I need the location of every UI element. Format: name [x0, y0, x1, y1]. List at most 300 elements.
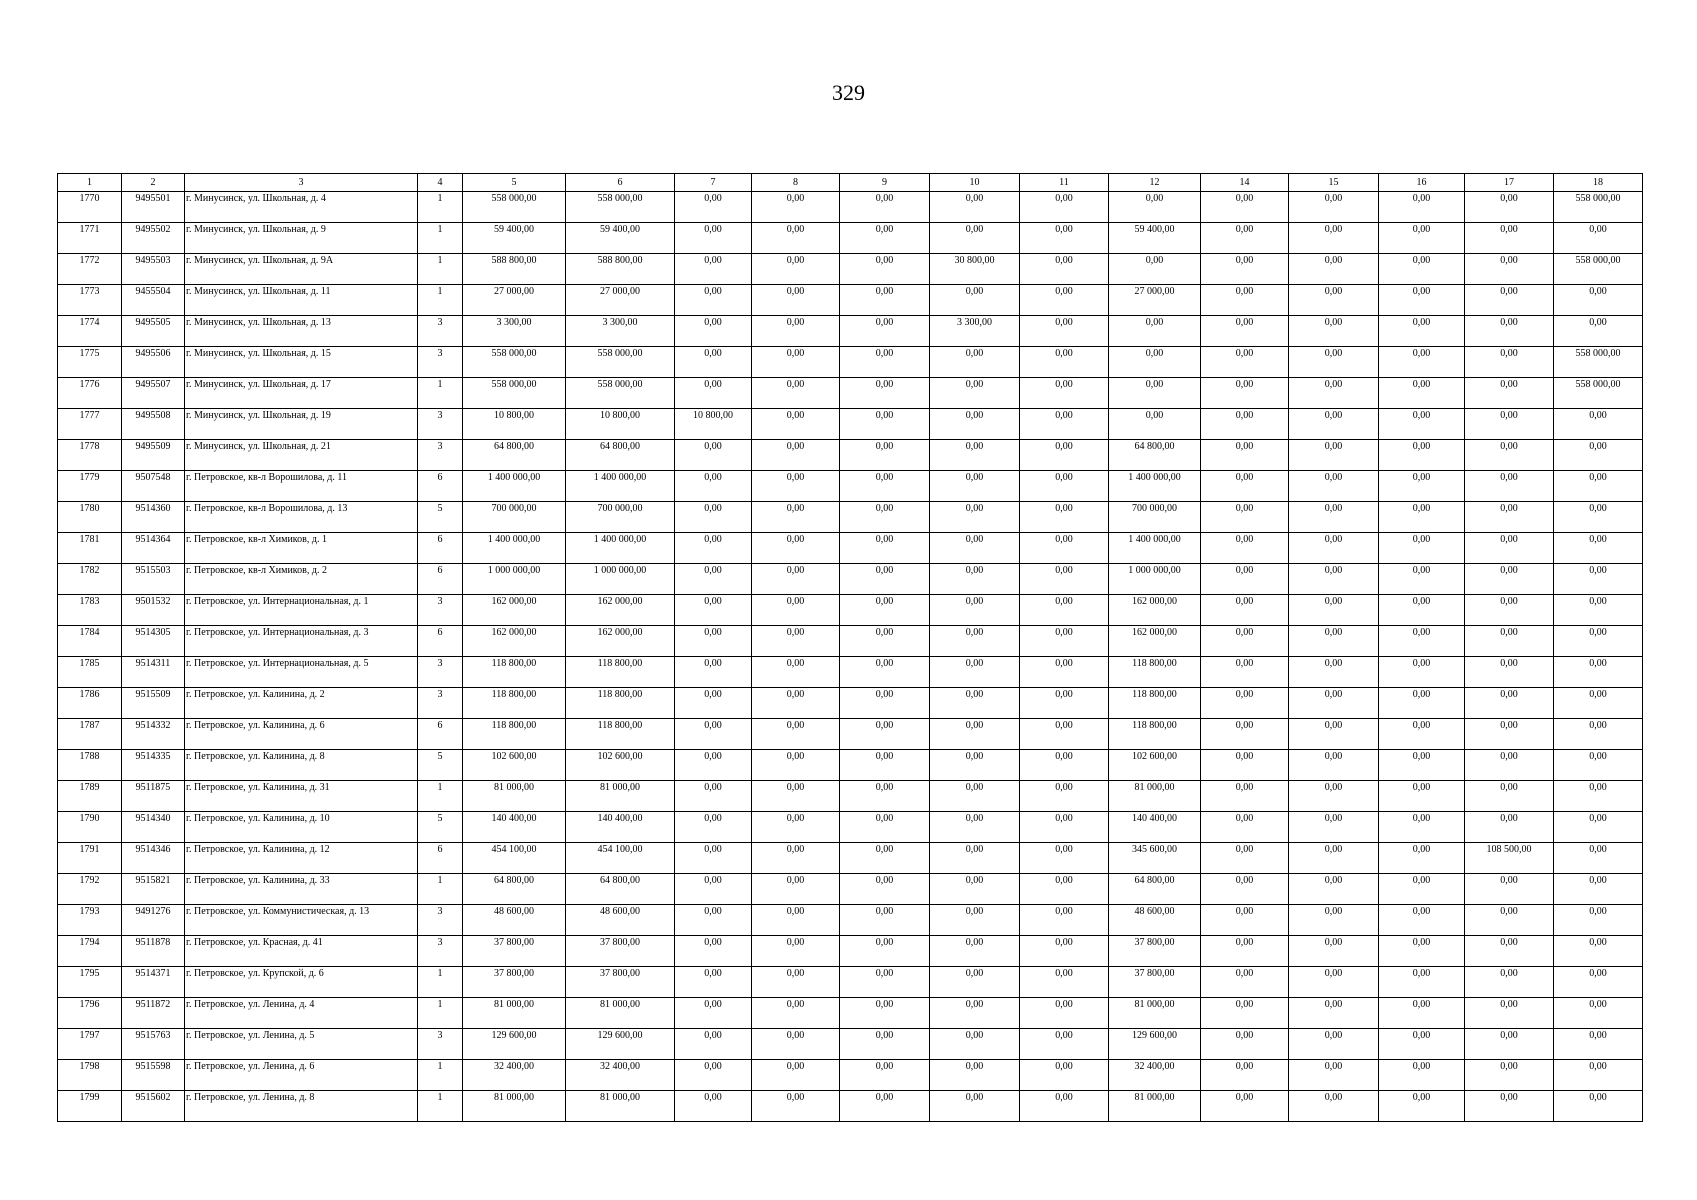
table-cell: 0,00	[1554, 564, 1643, 595]
table-cell: 1789	[58, 781, 122, 812]
table-cell: 6	[418, 564, 463, 595]
table-cell: 0,00	[1020, 285, 1109, 316]
address-cell: г. Петровское, кв-л Ворошилова, д. 11	[185, 471, 418, 502]
table-row	[58, 502, 1643, 533]
table-cell: 0,00	[1289, 843, 1379, 874]
table-cell: 558 000,00	[1554, 378, 1643, 409]
table-cell: 37 800,00	[1109, 936, 1201, 967]
table-cell: 37 800,00	[566, 936, 675, 967]
table-cell: 0,00	[752, 285, 840, 316]
table-cell: 118 800,00	[566, 719, 675, 750]
table-cell: 0,00	[1289, 471, 1379, 502]
table-cell: 0,00	[675, 967, 752, 998]
table-cell: 0,00	[840, 626, 930, 657]
table-cell: 0,00	[752, 471, 840, 502]
table-cell: 1793	[58, 905, 122, 936]
table-cell: 0,00	[1020, 688, 1109, 719]
table-cell: 0,00	[1379, 223, 1465, 254]
table-cell: 9514332	[122, 719, 185, 750]
table-cell: 0,00	[930, 843, 1020, 874]
table-cell: 0,00	[840, 378, 930, 409]
table-cell: 0,00	[1379, 533, 1465, 564]
table-cell: 0,00	[930, 409, 1020, 440]
table-cell: 0,00	[675, 533, 752, 564]
table-cell: 0,00	[1201, 967, 1289, 998]
table-cell: 0,00	[1020, 192, 1109, 223]
table-cell: 0,00	[752, 223, 840, 254]
address-cell: г. Петровское, ул. Калинина, д. 2	[185, 688, 418, 719]
table-cell: 1 400 000,00	[566, 533, 675, 564]
table-cell: 0,00	[840, 595, 930, 626]
table-cell: 0,00	[1554, 1060, 1643, 1091]
table-cell: 0,00	[1020, 409, 1109, 440]
table-cell: 1775	[58, 347, 122, 378]
table-cell: 0,00	[930, 1091, 1020, 1122]
table-cell: 0,00	[930, 285, 1020, 316]
register-table	[57, 173, 1643, 1122]
table-cell: 9495503	[122, 254, 185, 285]
table-cell: 0,00	[1020, 936, 1109, 967]
table-cell: 0,00	[675, 719, 752, 750]
table-cell: 0,00	[1201, 533, 1289, 564]
table-cell: 9501532	[122, 595, 185, 626]
table-cell: 0,00	[1201, 440, 1289, 471]
table-cell: 3	[418, 440, 463, 471]
table-cell: 0,00	[930, 719, 1020, 750]
table-cell: 0,00	[1379, 688, 1465, 719]
table-cell: 9495509	[122, 440, 185, 471]
table-cell: 0,00	[1020, 1060, 1109, 1091]
table-cell: 37 800,00	[1109, 967, 1201, 998]
address-cell: г. Петровское, ул. Калинина, д. 8	[185, 750, 418, 781]
table-cell: 0,00	[1201, 192, 1289, 223]
table-cell: 0,00	[1465, 812, 1554, 843]
table-cell: 0,00	[752, 409, 840, 440]
table-cell: 0,00	[930, 440, 1020, 471]
table-cell: 0,00	[1554, 1029, 1643, 1060]
table-cell: 0,00	[1554, 285, 1643, 316]
table-cell: 0,00	[752, 936, 840, 967]
table-cell: 10 800,00	[566, 409, 675, 440]
table-cell: 0,00	[752, 626, 840, 657]
table-cell: 0,00	[675, 998, 752, 1029]
table-cell: 0,00	[675, 285, 752, 316]
table-cell: 0,00	[1201, 285, 1289, 316]
table-cell: 0,00	[752, 254, 840, 285]
address-cell: г. Петровское, ул. Калинина, д. 31	[185, 781, 418, 812]
table-cell: 9514346	[122, 843, 185, 874]
table-cell: 0,00	[1201, 1029, 1289, 1060]
table-row	[58, 626, 1643, 657]
address-cell: г. Петровское, ул. Интернациональная, д. 1	[185, 595, 418, 626]
table-cell: 3 300,00	[566, 316, 675, 347]
table-cell: 0,00	[930, 595, 1020, 626]
column-header: 15	[1289, 174, 1379, 192]
table-cell: 0,00	[1201, 564, 1289, 595]
address-cell: г. Минусинск, ул. Школьная, д. 11	[185, 285, 418, 316]
address-cell: г. Минусинск, ул. Школьная, д. 19	[185, 409, 418, 440]
table-cell: 0,00	[1465, 967, 1554, 998]
table-row	[58, 285, 1643, 316]
table-cell: 27 000,00	[1109, 285, 1201, 316]
table-cell: 0,00	[1020, 223, 1109, 254]
table-cell: 48 600,00	[1109, 905, 1201, 936]
table-row	[58, 657, 1643, 688]
table-row	[58, 595, 1643, 626]
table-cell: 129 600,00	[1109, 1029, 1201, 1060]
table-row	[58, 192, 1643, 223]
address-cell: г. Минусинск, ул. Школьная, д. 17	[185, 378, 418, 409]
table-cell: 558 000,00	[566, 347, 675, 378]
table-cell: 0,00	[1554, 1091, 1643, 1122]
table-cell: 0,00	[1379, 409, 1465, 440]
table-cell: 64 800,00	[1109, 440, 1201, 471]
table-cell: 0,00	[1289, 254, 1379, 285]
table-row	[58, 347, 1643, 378]
table-cell: 0,00	[1554, 688, 1643, 719]
table-row	[58, 967, 1643, 998]
table-cell: 0,00	[840, 874, 930, 905]
table-cell: 9491276	[122, 905, 185, 936]
table-cell: 0,00	[752, 595, 840, 626]
address-cell: г. Минусинск, ул. Школьная, д. 15	[185, 347, 418, 378]
table-cell: 1791	[58, 843, 122, 874]
table-cell: 0,00	[1289, 967, 1379, 998]
table-cell: 0,00	[1554, 626, 1643, 657]
table-cell: 0,00	[1289, 440, 1379, 471]
table-row	[58, 750, 1643, 781]
table-cell: 0,00	[1379, 347, 1465, 378]
table-cell: 0,00	[1109, 192, 1201, 223]
table-cell: 0,00	[1289, 719, 1379, 750]
table-cell: 9495508	[122, 409, 185, 440]
table-row	[58, 316, 1643, 347]
address-cell: г. Петровское, ул. Ленина, д. 8	[185, 1091, 418, 1122]
table-cell: 32 400,00	[463, 1060, 566, 1091]
table-cell: 64 800,00	[463, 874, 566, 905]
table-cell: 0,00	[1379, 812, 1465, 843]
table-cell: 9515821	[122, 874, 185, 905]
table-cell: 0,00	[1289, 502, 1379, 533]
table-cell: 0,00	[675, 347, 752, 378]
table-cell: 27 000,00	[463, 285, 566, 316]
table-cell: 9514360	[122, 502, 185, 533]
table-cell: 0,00	[1379, 502, 1465, 533]
table-cell: 0,00	[1289, 533, 1379, 564]
table-cell: 1779	[58, 471, 122, 502]
table-header	[58, 174, 1643, 192]
table-cell: 0,00	[752, 1060, 840, 1091]
table-cell: 0,00	[930, 905, 1020, 936]
table-cell: 0,00	[1020, 254, 1109, 285]
table-cell: 81 000,00	[1109, 998, 1201, 1029]
table-cell: 0,00	[1465, 1091, 1554, 1122]
table-cell: 81 000,00	[1109, 1091, 1201, 1122]
table-cell: 0,00	[1554, 595, 1643, 626]
table-cell: 0,00	[1289, 626, 1379, 657]
table-cell: 0,00	[930, 471, 1020, 502]
column-header: 10	[930, 174, 1020, 192]
address-cell: г. Минусинск, ул. Школьная, д. 13	[185, 316, 418, 347]
table-cell: 3	[418, 688, 463, 719]
table-cell: 0,00	[752, 502, 840, 533]
table-row	[58, 223, 1643, 254]
table-cell: 0,00	[840, 254, 930, 285]
table-cell: 454 100,00	[463, 843, 566, 874]
table-cell: 0,00	[1554, 440, 1643, 471]
table-cell: 0,00	[1465, 998, 1554, 1029]
table-cell: 0,00	[840, 471, 930, 502]
table-cell: 0,00	[930, 223, 1020, 254]
table-cell: 118 800,00	[566, 657, 675, 688]
table-cell: 0,00	[1554, 812, 1643, 843]
table-cell: 0,00	[1201, 998, 1289, 1029]
table-cell: 64 800,00	[463, 440, 566, 471]
table-cell: 0,00	[930, 688, 1020, 719]
table-cell: 1794	[58, 936, 122, 967]
table-cell: 0,00	[1201, 254, 1289, 285]
table-cell: 0,00	[840, 502, 930, 533]
table-cell: 1 000 000,00	[463, 564, 566, 595]
table-cell: 0,00	[1289, 347, 1379, 378]
table-cell: 1771	[58, 223, 122, 254]
table-cell: 0,00	[1379, 874, 1465, 905]
table-cell: 0,00	[1201, 874, 1289, 905]
table-cell: 0,00	[1020, 843, 1109, 874]
table-cell: 0,00	[1020, 812, 1109, 843]
table-cell: 0,00	[1465, 626, 1554, 657]
table-cell: 118 800,00	[463, 719, 566, 750]
table-cell: 0,00	[930, 812, 1020, 843]
table-cell: 0,00	[1020, 1029, 1109, 1060]
table-cell: 0,00	[1465, 564, 1554, 595]
table-cell: 0,00	[930, 781, 1020, 812]
column-header: 16	[1379, 174, 1465, 192]
table-cell: 0,00	[840, 285, 930, 316]
table-cell: 0,00	[1289, 812, 1379, 843]
table-cell: 0,00	[1554, 843, 1643, 874]
table-cell: 0,00	[752, 719, 840, 750]
table-cell: 0,00	[1289, 781, 1379, 812]
table-cell: 0,00	[1201, 223, 1289, 254]
table-cell: 0,00	[752, 533, 840, 564]
table-cell: 48 600,00	[463, 905, 566, 936]
table-row	[58, 564, 1643, 595]
column-header: 9	[840, 174, 930, 192]
table-cell: 9515602	[122, 1091, 185, 1122]
table-cell: 0,00	[1289, 657, 1379, 688]
table-cell: 0,00	[675, 905, 752, 936]
table-cell: 0,00	[840, 440, 930, 471]
table-cell: 0,00	[675, 1091, 752, 1122]
table-row	[58, 409, 1643, 440]
table-cell: 118 800,00	[566, 688, 675, 719]
table-cell: 0,00	[1020, 874, 1109, 905]
table-cell: 558 000,00	[566, 378, 675, 409]
table-cell: 0,00	[1379, 657, 1465, 688]
table-cell: 0,00	[1289, 1091, 1379, 1122]
column-header: 18	[1554, 174, 1643, 192]
table-cell: 0,00	[840, 750, 930, 781]
table-cell: 0,00	[1020, 533, 1109, 564]
table-cell: 37 800,00	[566, 967, 675, 998]
table-cell: 0,00	[1465, 223, 1554, 254]
table-cell: 0,00	[1201, 905, 1289, 936]
table-cell: 0,00	[840, 843, 930, 874]
table-cell: 0,00	[1554, 471, 1643, 502]
table-cell: 1773	[58, 285, 122, 316]
table-body	[58, 192, 1643, 1122]
table-cell: 1784	[58, 626, 122, 657]
table-cell: 700 000,00	[463, 502, 566, 533]
column-header: 1	[58, 174, 122, 192]
address-cell: г. Петровское, ул. Коммунистическая, д. 13	[185, 905, 418, 936]
table-cell: 1782	[58, 564, 122, 595]
table-cell: 0,00	[1020, 347, 1109, 378]
table-cell: 0,00	[1289, 378, 1379, 409]
table-cell: 0,00	[1201, 719, 1289, 750]
table-row	[58, 378, 1643, 409]
table-row	[58, 936, 1643, 967]
table-cell: 1 400 000,00	[1109, 471, 1201, 502]
table-cell: 0,00	[1465, 1029, 1554, 1060]
table-cell: 0,00	[930, 1029, 1020, 1060]
table-cell: 3	[418, 595, 463, 626]
table-cell: 0,00	[930, 874, 1020, 905]
table-cell: 9515509	[122, 688, 185, 719]
table-cell: 1799	[58, 1091, 122, 1122]
table-cell: 588 800,00	[566, 254, 675, 285]
table-cell: 81 000,00	[566, 1091, 675, 1122]
table-cell: 0,00	[675, 564, 752, 595]
table-cell: 0,00	[1379, 564, 1465, 595]
table-cell: 1790	[58, 812, 122, 843]
table-cell: 59 400,00	[1109, 223, 1201, 254]
table-cell: 1 400 000,00	[463, 533, 566, 564]
table-cell: 5	[418, 502, 463, 533]
table-cell: 0,00	[1554, 905, 1643, 936]
table-cell: 0,00	[675, 378, 752, 409]
table-cell: 0,00	[1379, 440, 1465, 471]
column-header: 17	[1465, 174, 1554, 192]
table-cell: 1	[418, 1091, 463, 1122]
table-cell: 0,00	[1554, 936, 1643, 967]
table-cell: 0,00	[1289, 409, 1379, 440]
table-cell: 3	[418, 409, 463, 440]
address-cell: г. Петровское, ул. Калинина, д. 12	[185, 843, 418, 874]
page-number: 329	[832, 80, 865, 105]
column-header: 14	[1201, 174, 1289, 192]
table-cell: 0,00	[930, 192, 1020, 223]
table-cell: 0,00	[1554, 533, 1643, 564]
table-cell: 0,00	[1201, 750, 1289, 781]
table-cell: 102 600,00	[566, 750, 675, 781]
table-cell: 0,00	[1379, 285, 1465, 316]
table-cell: 0,00	[930, 564, 1020, 595]
table-cell: 0,00	[1201, 657, 1289, 688]
table-cell: 0,00	[1201, 1091, 1289, 1122]
table-cell: 3	[418, 347, 463, 378]
table-cell: 1	[418, 254, 463, 285]
table-cell: 0,00	[1289, 874, 1379, 905]
table-cell: 0,00	[1109, 254, 1201, 285]
table-cell: 0,00	[1020, 471, 1109, 502]
table-cell: 0,00	[1465, 750, 1554, 781]
table-cell: 558 000,00	[463, 347, 566, 378]
table-cell: 1 400 000,00	[463, 471, 566, 502]
table-cell: 0,00	[1020, 967, 1109, 998]
table-cell: 0,00	[1554, 502, 1643, 533]
table-cell: 0,00	[840, 316, 930, 347]
table-cell: 0,00	[1379, 471, 1465, 502]
address-cell: г. Минусинск, ул. Школьная, д. 9А	[185, 254, 418, 285]
table-cell: 162 000,00	[463, 626, 566, 657]
table-cell: 1783	[58, 595, 122, 626]
table-cell: 0,00	[675, 781, 752, 812]
table-cell: 0,00	[1465, 719, 1554, 750]
table-cell: 37 800,00	[463, 967, 566, 998]
column-header: 3	[185, 174, 418, 192]
table-cell: 0,00	[1020, 905, 1109, 936]
address-cell: г. Петровское, ул. Красная, д. 41	[185, 936, 418, 967]
table-cell: 30 800,00	[930, 254, 1020, 285]
table-cell: 1	[418, 967, 463, 998]
table-cell: 0,00	[1465, 595, 1554, 626]
table-cell: 0,00	[1201, 626, 1289, 657]
table-cell: 3	[418, 1029, 463, 1060]
table-cell: 0,00	[840, 533, 930, 564]
table-cell: 10 800,00	[675, 409, 752, 440]
table-cell: 6	[418, 471, 463, 502]
table-cell: 558 000,00	[566, 192, 675, 223]
address-cell: г. Петровское, кв-л Ворошилова, д. 13	[185, 502, 418, 533]
table-cell: 6	[418, 533, 463, 564]
table-cell: 0,00	[752, 378, 840, 409]
table-cell: 1780	[58, 502, 122, 533]
table-cell: 558 000,00	[1554, 254, 1643, 285]
table-cell: 0,00	[840, 967, 930, 998]
table-cell: 27 000,00	[566, 285, 675, 316]
table-cell: 0,00	[675, 471, 752, 502]
table-cell: 0,00	[840, 657, 930, 688]
table-cell: 0,00	[1020, 564, 1109, 595]
table-cell: 0,00	[840, 1060, 930, 1091]
table-cell: 1787	[58, 719, 122, 750]
table-cell: 9515763	[122, 1029, 185, 1060]
table-cell: 0,00	[1465, 316, 1554, 347]
address-cell: г. Минусинск, ул. Школьная, д. 21	[185, 440, 418, 471]
table-cell: 0,00	[930, 502, 1020, 533]
table-cell: 102 600,00	[463, 750, 566, 781]
table-row	[58, 1029, 1643, 1060]
table-cell: 118 800,00	[1109, 719, 1201, 750]
address-cell: г. Петровское, ул. Калинина, д. 33	[185, 874, 418, 905]
table-cell: 5	[418, 750, 463, 781]
table-cell: 0,00	[1465, 936, 1554, 967]
address-cell: г. Петровское, ул. Интернациональная, д. 5	[185, 657, 418, 688]
table-cell: 64 800,00	[1109, 874, 1201, 905]
table-cell: 0,00	[930, 750, 1020, 781]
table-cell: 0,00	[1289, 564, 1379, 595]
table-cell: 32 400,00	[566, 1060, 675, 1091]
address-cell: г. Петровское, кв-л Химиков, д. 1	[185, 533, 418, 564]
address-cell: г. Петровское, ул. Ленина, д. 6	[185, 1060, 418, 1091]
table-cell: 0,00	[840, 564, 930, 595]
table-cell: 0,00	[1554, 316, 1643, 347]
table-cell: 0,00	[1201, 1060, 1289, 1091]
table-cell: 64 800,00	[566, 874, 675, 905]
table-cell: 0,00	[840, 998, 930, 1029]
